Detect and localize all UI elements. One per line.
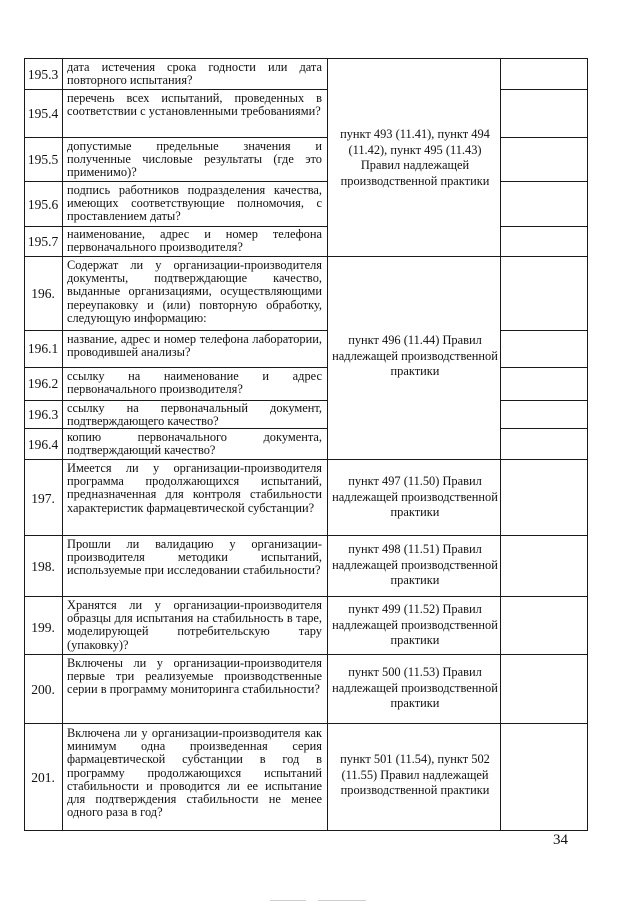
row-divider [500, 367, 588, 368]
row-divider [24, 256, 328, 257]
row-number: 195.4 [27, 106, 59, 121]
row-divider [500, 330, 588, 331]
reference-text: пункт 498 (11.51) Правил надлежащей производственной практики [332, 542, 498, 587]
reference-text: пункт 496 (11.44) Правил надлежащей производственной практики [332, 333, 498, 378]
row-divider [327, 256, 501, 257]
row-divider [24, 654, 588, 655]
row-number: 195.7 [27, 234, 59, 249]
row-divider [24, 459, 588, 460]
row-divider [500, 428, 588, 429]
question-text: дата истечения срока годности или дата повторного испытания? [67, 60, 322, 88]
question-text: ссылку на наименование и адрес первоначального производителя? [67, 369, 322, 397]
reference-text: пункт 501 (11.54), пункт 502 (11.55) Правил надлежащей производственной практики [340, 752, 490, 797]
row-divider [24, 723, 588, 724]
row-number: 200. [31, 682, 55, 697]
question-text: наименование, адрес и номер телефона первоначального производителя? [67, 227, 322, 255]
question-text: копию первоначального документа, подтверждающий качество? [67, 430, 322, 458]
row-divider [24, 596, 588, 597]
row-number: 196.2 [27, 376, 59, 391]
reference-text: пункт 500 (11.53) Правил надлежащей производственной практики [332, 665, 498, 710]
question-text: Хранятся ли у организации-производителя образцы для испытания на стабильность в таре, моделирующей потребительскую тару (упаковку)? [67, 598, 322, 652]
row-divider [24, 535, 588, 536]
question-text: Включены ли у организации-производителя первые три реализуемые производственные серии в программу мониторинга стабильности? [67, 656, 322, 697]
question-text: ссылку на первоначальный документ, подтверждающего качество? [67, 401, 322, 429]
question-text: Содержат ли у организации-производителя документы, подтверждающие качество, выданные организациями, осуществляющими переупаковку и (или) повторную обработку, следующую информацию: [67, 258, 322, 325]
table-border-top [24, 58, 588, 59]
row-number: 196.3 [27, 407, 59, 422]
row-divider [24, 367, 328, 368]
question-text: название, адрес и номер телефона лаборатории, проводившей анализы? [67, 332, 322, 360]
column-divider [500, 58, 501, 831]
question-text: перечень всех испытаний, проведенных в соответствии с установленными требованиями? [67, 91, 322, 119]
row-divider [500, 256, 588, 257]
question-text: Включена ли у организации-производителя как минимум одна произведенная серия фармацевтической субстанции в год в программу продолжающихся испытаний стабильности и проводится ли ее испытание для подтверждения стабильности не менее одного раза в год? [67, 726, 322, 820]
scan-mark [318, 900, 366, 901]
row-number: 199. [31, 620, 55, 635]
row-divider [500, 89, 588, 90]
question-text: допустимые предельные значения и полученные числовые результаты (где это применимо)? [67, 139, 322, 180]
reference-text: пункт 499 (11.52) Правил надлежащей производственной практики [332, 602, 498, 647]
question-text: подпись работников подразделения качества, имеющих соответствующие полномочия, с проставлением даты? [67, 183, 322, 224]
row-divider [24, 181, 328, 182]
page-number: 34 [553, 832, 568, 848]
table-border-bottom [24, 830, 588, 831]
row-number: 195.5 [27, 152, 59, 167]
row-divider [24, 330, 328, 331]
column-divider [327, 58, 328, 831]
row-divider [24, 137, 328, 138]
row-number: 197. [31, 491, 55, 506]
row-divider [24, 89, 328, 90]
row-number: 195.6 [27, 197, 59, 212]
question-text: Имеется ли у организации-производителя программа продолжающихся испытаний, предназначенная для контроля стабильности характеристик фармацевтической субстанции? [67, 461, 322, 515]
row-number: 198. [31, 559, 55, 574]
reference-text: пункт 497 (11.50) Правил надлежащей производственной практики [332, 474, 498, 519]
question-text: Прошли ли валидацию у организации-производителя методики испытаний, используемые при исследовании стабильности? [67, 537, 322, 578]
row-number: 201. [31, 770, 55, 785]
row-divider [500, 226, 588, 227]
row-divider [500, 181, 588, 182]
table-border-right [587, 58, 588, 831]
column-divider [62, 58, 63, 831]
scan-mark [270, 900, 306, 901]
row-number: 196.1 [27, 341, 59, 356]
row-number: 195.3 [27, 67, 59, 82]
row-divider [500, 137, 588, 138]
row-number: 196.4 [27, 437, 59, 452]
row-number: 196. [31, 286, 55, 301]
reference-text: пункт 493 (11.41), пункт 494 (11.42), пункт 495 (11.43) Правил надлежащей производственной практики [340, 127, 490, 188]
row-divider [500, 400, 588, 401]
